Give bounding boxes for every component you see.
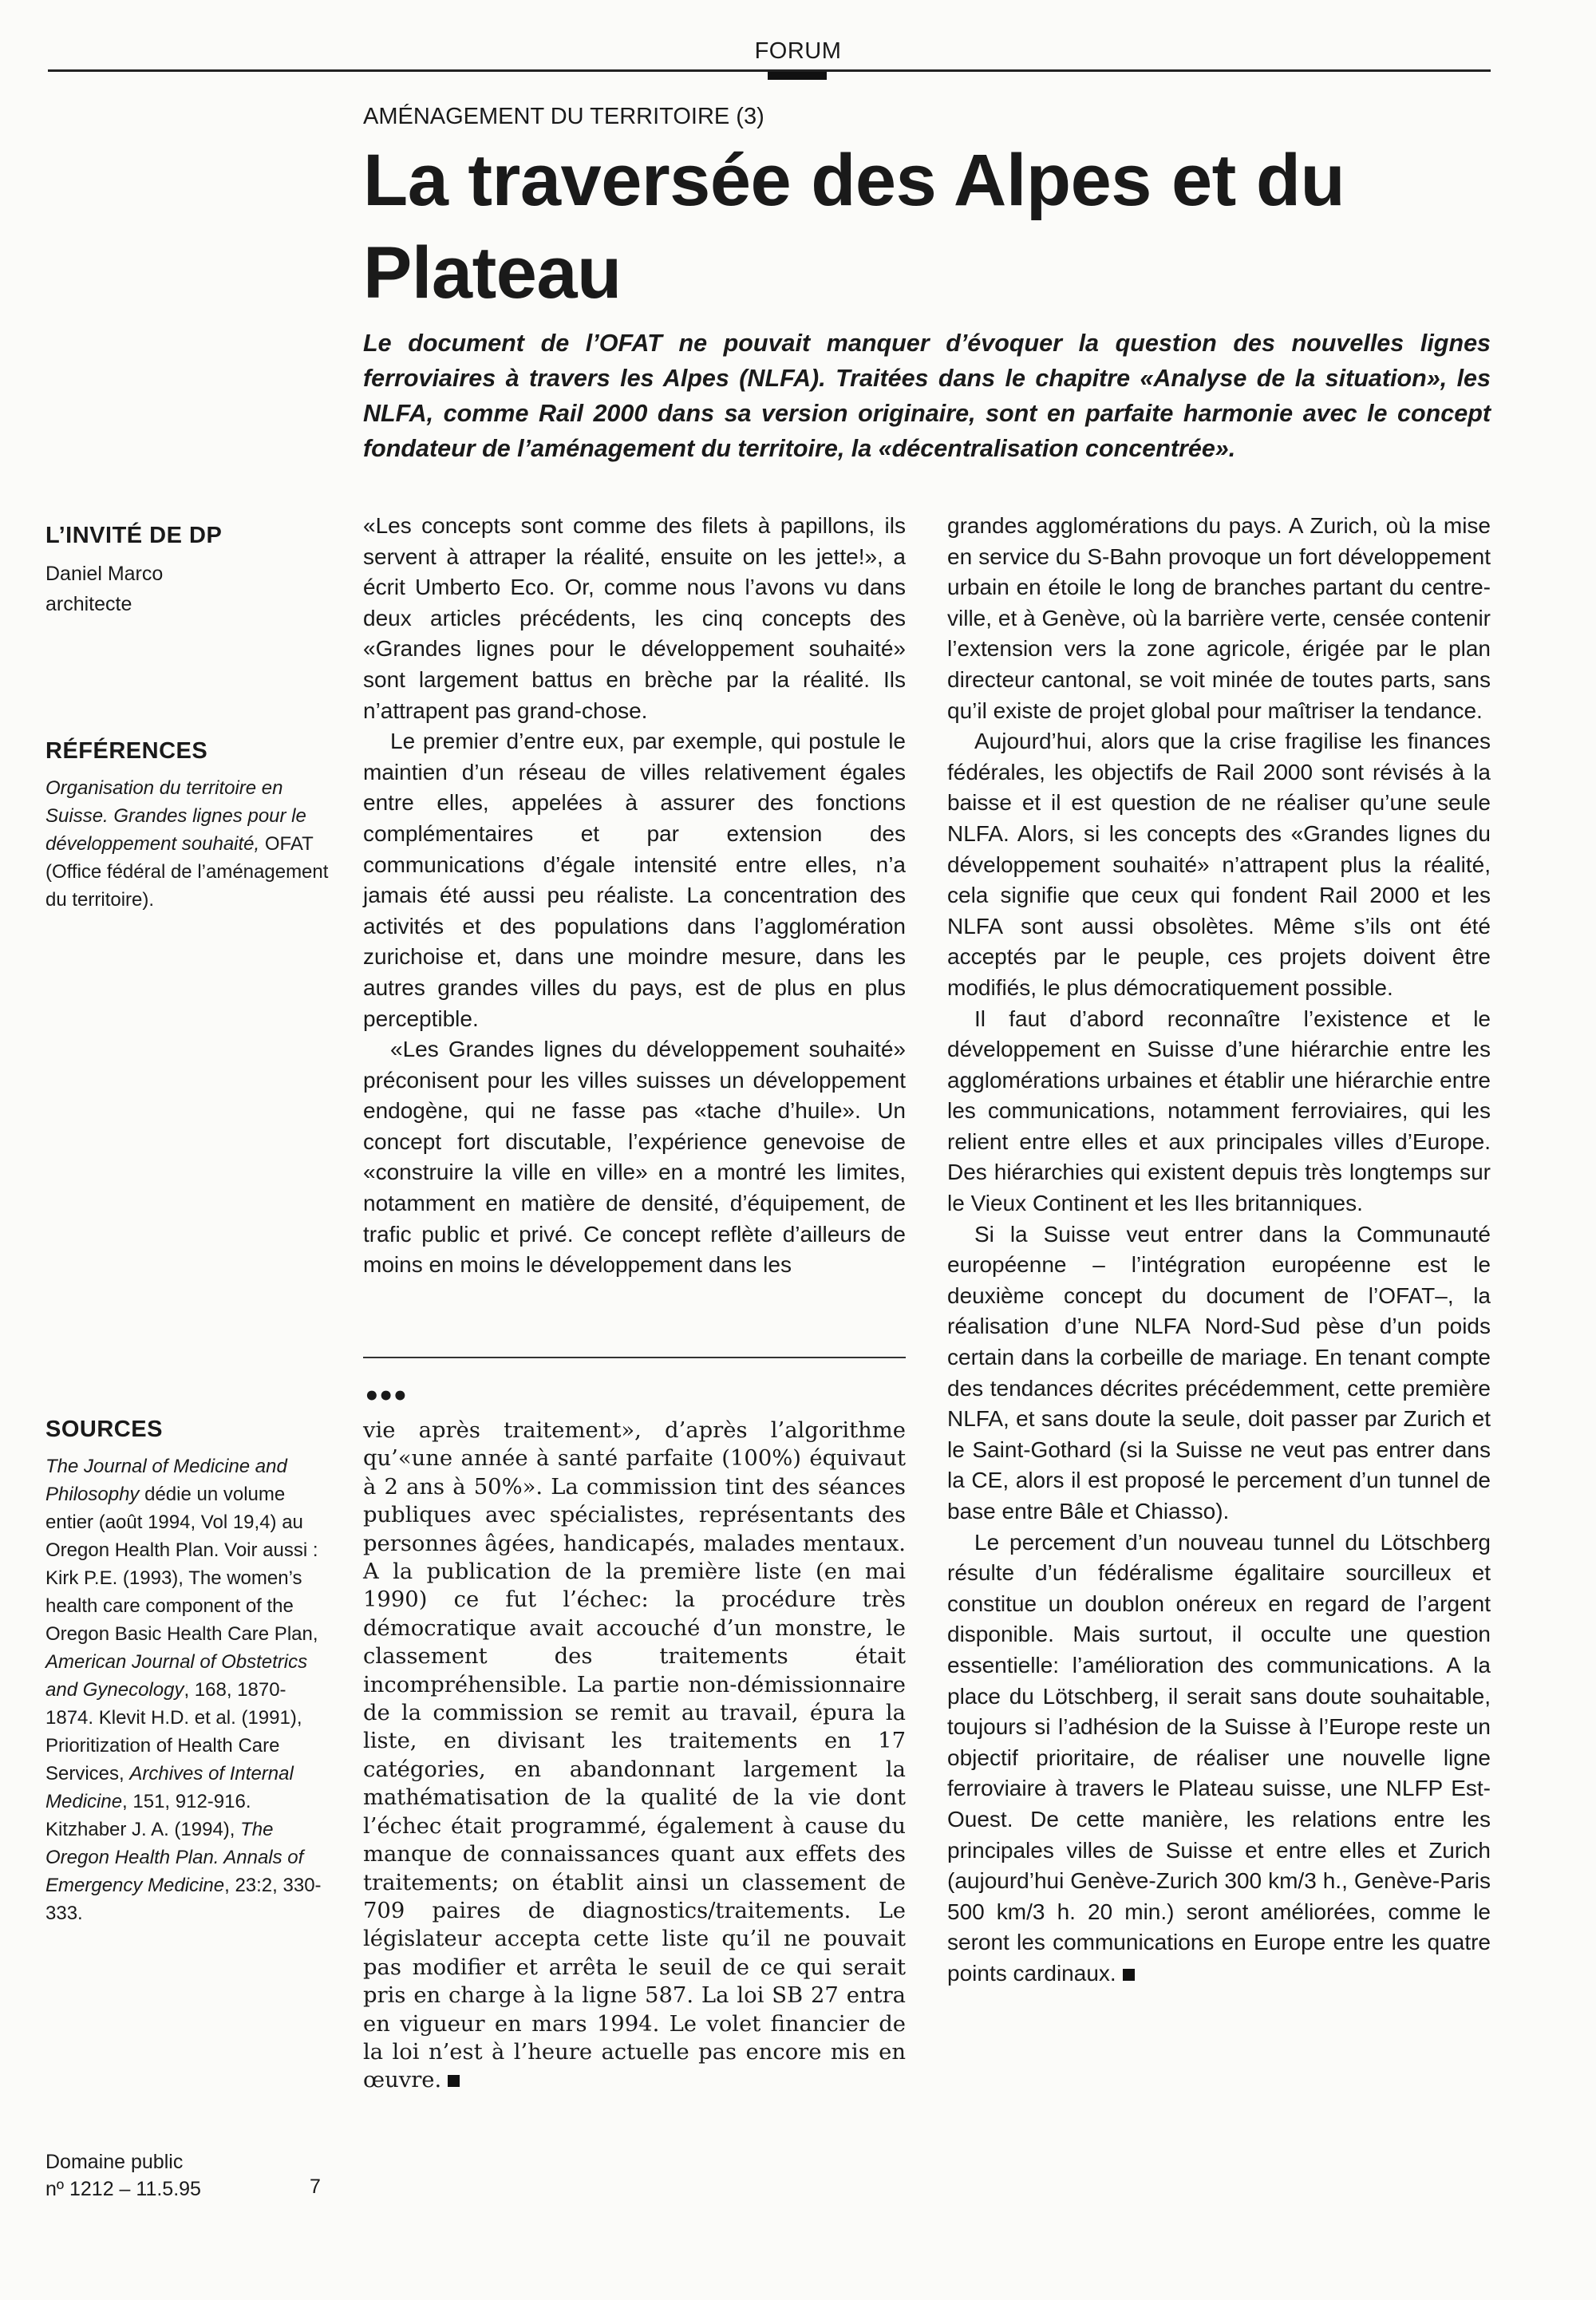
issue-number: nº 1212 – 11.5.95 (45, 2178, 201, 2200)
end-mark (448, 2075, 460, 2087)
source-segment: , 168, 1870-1874. Klevit H.D. et al. (1991), Prioritization of Health Care Services, (45, 1679, 302, 1784)
source-segment: dédie un volume entier (août 1994, Vol 19,4) au Oregon Health Plan. Voir aussi : Kirk P.E. (1993), The women’s health care component of the Oregon Basic Health Care Plan, (45, 1484, 318, 1645)
paragraph (947, 1219, 1491, 1527)
column-2 (947, 511, 1491, 1990)
end-mark (1123, 1969, 1135, 1981)
paragraph-text: Le premier d’entre eux, par exemple, qui postule le maintien d’un réseau de villes relativement égales entre elles, appelées à assurer des fonctions complémentaires et par extension des communications d’égale intensité entre elles, n’a jamais été aussi peu réaliste. La concentration des activités et des populations dans l’agglomération zurichoise et, dans une moindre mesure, dans les autres grandes villes du pays, est de plus en plus perceptible. (363, 729, 906, 1031)
continuation-paragraph: vie après traitement», d’après l’algorithme qu’«une année à santé parfaite (100%) équivaut à 2 ans à 50%». La commission tint des séances publiques avec spécialistes, représentants des personnes âgées, handicapés, malades mentaux. A la publication de la première liste (en mai 1990) ce fut l’échec: la procédure très démocratique avait accouché d’un monstre, le classement des traitements était incompréhensible. La partie non-démissionnaire de la commission se remit au travail, épura la liste, en divisant les traitements en 17 catégories, en abandonnant largement la mathématisation de la qualité de la vie dont l’échec était programmé, également à cause du manque de connaissances quant aux effets des traitements; on établit ainsi un classement de 709 paires de diagnostics/traitements. Le législateur accepta cette liste qu’il ne pouvait pas modifier et arrêta le seuil de ce qui serait pris en charge à la ligne 587. La loi SB 27 entra en vigueur en mars 1994. Le volet financier de la loi n’est à l’heure actuelle pas encore mis en œuvre. (363, 1418, 906, 2093)
continuation-marker: ••• (363, 1381, 406, 1413)
source-segment: , 151, 912-916. Kitzhaber J. A. (1994), (45, 1791, 251, 1840)
footer (45, 2148, 329, 2203)
guest-name: Daniel Marco (45, 563, 164, 585)
sources-heading: SOURCES (45, 1417, 163, 1442)
paragraph-text: Le percement d’un nouveau tunnel du Lötschberg résulte d’un fédéralisme égalitaire sourcilleux et constitue un doublon onéreux en regard de l’argent disponible. Mais surtout, il occulte une question essentielle: l’amélioration des communications. A la place du Lötschberg, il serait sans doute souhaitable, toujours si l’adhésion de la Suisse à l’Europe reste un objectif prioritaire, de réaliser une nouvelle ligne ferroviaire à travers le Plateau suisse, une NLFP Est-Ouest. De cette manière, les relations entre les principales villes de Suisse et entre elles et Zurich (aujourd’hui Genève-Zurich 300 km/3 h., Genève-Paris 500 km/3 h. 20 min.) seront améliorées, comme le seront les communications en Europe entre les quatre points cardinaux. (947, 1529, 1491, 1986)
references-box (45, 738, 329, 914)
paragraph-text: «Les Grandes lignes du développement souhaité» préconisent pour les villes suisses un développement endogène, qui ne fasse pas «tache d’huile». Un concept fort discutable, l’expérience genevoise de «construire la ville en ville» en a montré les limites, notamment en matière de densité, d’équipement, de trafic public et privé. Ce concept reflète d’ailleurs de moins en moins le développement dans les (363, 1037, 906, 1278)
references-title: Organisation du territoire en Suisse. Grandes lignes pour le développement souhaité, (45, 777, 306, 855)
paragraph (947, 511, 1491, 726)
guest-heading: L’INVITÉ DE DP (45, 523, 223, 548)
source-segment: American Journal of Obstetrics and Gynecology (45, 1651, 308, 1701)
page-number: 7 (310, 2176, 321, 2198)
article-kicker: AMÉNAGEMENT DU TERRITOIRE (3) (363, 104, 764, 129)
paragraph (947, 1527, 1491, 1990)
guest-role: architecte (45, 593, 132, 615)
article-lead: Le document de l’OFAT ne pouvait manquer d’évoquer la question des nouvelles lignes ferroviaires à travers les Alpes (NLFA). Traitées dans le chapitre «Analyse de la situation», les NLFA, comme Rail 2000 dans sa version originaire, sont en parfaite harmonie avec le concept fondateur de l’aménagement du territoire, la «décentralisation concentrée». (363, 330, 1491, 462)
paragraph-text: grandes agglomérations du pays. A Zurich, où la mise en service du S-Bahn provoque un fort développement urbain en étoile le long de branches partant du centre-ville, et à Genève, où la barrière verte, censée contenir l’extension vers la zone agricole, érigée par le plan directeur cantonal, se voit minée de toutes parts, sans qu’il existe de projet global pour maîtriser la tendance. (947, 513, 1491, 723)
paragraph-text: «Les concepts sont comme des filets à papillons, ils servent à attraper la réalité, ensuite on les jette!», a écrit Umberto Eco. Or, comme nous l’avons vu dans deux articles précédents, les cinq concepts des «Grandes lignes pour le développement souhaité» sont largement battus en brèche par la réalité. Ils n’attrapent pas grand-chose. (363, 513, 906, 723)
publication-name: Domaine public (45, 2151, 184, 2173)
sources-body (45, 1452, 329, 1927)
references-heading: RÉFÉRENCES (45, 738, 208, 764)
references-body (45, 774, 329, 914)
sources-box (45, 1417, 329, 1927)
paragraph-text: Aujourd’hui, alors que la crise fragilise les finances fédérales, les objectifs de Rail 2000 sont révisés à la baisse et il est question de ne réaliser qu’une seule NLFA. Alors, si les concepts des «Grandes lignes du développement souhaité» n’attrapent plus la réalité, cela signifie que ceux qui fondent Rail 2000 et les NLFA sont aussi obsolètes. Même s’ils ont été acceptés par le peuple, ces projets doivent être modifiés, le plus démocratiquement possible. (947, 729, 1491, 1000)
column-divider-rule (363, 1357, 906, 1358)
source-segment: , 23:2, 330-333. (45, 1875, 322, 1924)
source-segment: The Journal of Medicine and Philosophy (45, 1456, 287, 1505)
column-1 (363, 511, 906, 1281)
section-label: FORUM (754, 38, 842, 64)
paragraph (947, 1004, 1491, 1219)
references-text: OFAT (Office fédéral de l’aménagement du territoire). (45, 833, 329, 911)
paragraph (363, 511, 906, 726)
source-segment: Archives of Internal Medicine (45, 1763, 294, 1812)
paragraph (363, 1034, 906, 1281)
paragraph (363, 726, 906, 1034)
article-title: La traversée des Alpes et du Plateau (363, 140, 1345, 314)
guest-box (45, 523, 329, 619)
paragraph-text: Il faut d’abord reconnaître l’existence et le développement en Suisse d’une hiérarchie entre les agglomérations urbaines et établir une hiérarchie entre les communications, notamment ferroviaires, qui les relient entre elles et aux principales villes d’Europe. Des hiérarchies qui existent depuis très longtemps sur le Vieux Continent et les Iles britanniques. (947, 1006, 1491, 1216)
continuation-text (363, 1417, 906, 2095)
source-segment: The Oregon Health Plan. Annals of Emergency Medicine (45, 1819, 304, 1896)
paragraph (947, 726, 1491, 1003)
paragraph-text: Si la Suisse veut entrer dans la Communauté européenne – l’intégration européenne est le deuxième concept du document de l’OFAT–, la réalisation d’une NLFA Nord-Sud pèse d’un poids certain dans la corbeille de mariage. En tenant compte des tendances décrites précédemment, cette première NLFA, et sans doute la seule, doit passer par Zurich et le Saint-Gothard (si la Suisse ne veut pas entrer dans la CE, alors il est proposé le percement d’un tunnel de base entre Bâle et Chiasso). (947, 1221, 1491, 1523)
section-marker (768, 72, 827, 80)
